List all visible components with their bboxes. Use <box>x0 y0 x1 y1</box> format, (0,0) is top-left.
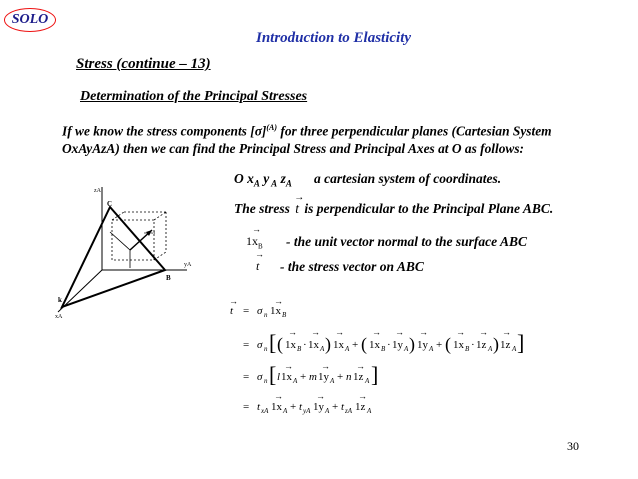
svg-text:=: = <box>243 371 250 383</box>
svg-text:→: → <box>229 296 238 306</box>
svg-text:=: = <box>243 305 250 317</box>
svg-text:+: + <box>290 401 297 413</box>
svg-text:yA: yA <box>303 407 311 415</box>
svg-text:A: A <box>367 407 372 415</box>
label-za: zA <box>94 188 101 194</box>
svg-text:=: = <box>243 339 250 351</box>
svg-text:→: → <box>372 327 381 337</box>
svg-text:A: A <box>512 345 517 353</box>
svg-text:[: [ <box>269 330 277 355</box>
svg-text:→: → <box>316 391 325 401</box>
stress-vector-symbol-2: → t <box>255 249 264 273</box>
svg-text:+: + <box>332 401 339 413</box>
svg-text:→: → <box>311 327 320 337</box>
svg-text:): ) <box>493 334 499 354</box>
unit-normal-symbol: 1 → $x_B$ <box>246 224 263 251</box>
svg-text:t: t <box>299 401 303 413</box>
svg-text:·: · <box>387 339 391 351</box>
svg-text:σ: σ <box>257 339 263 351</box>
svg-text:n: n <box>346 371 352 383</box>
svg-text:·: · <box>303 339 307 351</box>
stress-vector-symbol: → t <box>294 192 305 216</box>
svg-text:→: → <box>479 327 488 337</box>
section-heading: Stress (continue – 13) <box>76 56 211 72</box>
svg-text:t: t <box>341 401 345 413</box>
intro-paragraph <box>62 119 610 158</box>
svg-text:A: A <box>330 377 335 385</box>
svg-text:+: + <box>337 371 344 383</box>
svg-text:t: t <box>230 305 234 317</box>
svg-text:+: + <box>300 371 307 383</box>
stress-statement-post: is perpendicular to the Principal Plane ABC. <box>301 201 554 216</box>
svg-text:A: A <box>320 345 325 353</box>
svg-text:1x: 1x <box>271 401 282 413</box>
svg-text:→: → <box>395 327 404 337</box>
tetrahedron-diagram <box>52 182 222 322</box>
label-ya: yA <box>184 262 192 268</box>
svg-text:1x: 1x <box>453 339 464 351</box>
label-k: k <box>58 296 62 304</box>
svg-text:→: → <box>274 391 283 401</box>
svg-text:1y: 1y <box>392 339 403 351</box>
stress-statement-pre: The stress <box>234 201 294 216</box>
paragraph-sup: (A) <box>266 123 278 132</box>
svg-text:A: A <box>325 407 330 415</box>
equation-block <box>225 290 525 420</box>
svg-text:]: ] <box>517 330 525 355</box>
coordinate-system-desc: a cartesian system of coordinates. <box>314 171 502 186</box>
svg-text:(: ( <box>361 334 367 354</box>
svg-text:→: → <box>419 327 428 337</box>
svg-text:m: m <box>309 371 317 383</box>
svg-text:σn 1xA: σn 1xA <box>144 230 156 235</box>
svg-text:1x: 1x <box>281 371 292 383</box>
svg-text:→: → <box>321 361 330 371</box>
svg-text:1z: 1z <box>500 339 511 351</box>
svg-text:1y: 1y <box>318 371 329 383</box>
svg-text:A: A <box>283 407 288 415</box>
svg-text:B: B <box>297 345 302 353</box>
label-b: B <box>166 274 171 282</box>
stress-statement <box>234 192 554 217</box>
svg-text:B: B <box>282 311 287 319</box>
svg-text:1y: 1y <box>417 339 428 351</box>
svg-text:σ: σ <box>257 371 263 383</box>
svg-text:→: → <box>358 391 367 401</box>
svg-text:(: ( <box>445 334 451 354</box>
svg-text:A: A <box>404 345 409 353</box>
svg-text:A: A <box>345 345 350 353</box>
svg-text:1z: 1z <box>355 401 366 413</box>
svg-text:): ) <box>325 334 331 354</box>
svg-text:): ) <box>409 334 415 354</box>
solo-badge: SOLO <box>4 8 56 32</box>
svg-text:A: A <box>293 377 298 385</box>
subheading: Determination of the Principal Stresses <box>80 89 308 104</box>
svg-text:1x: 1x <box>308 339 319 351</box>
svg-text:1x: 1x <box>369 339 380 351</box>
svg-text:=: = <box>243 401 250 413</box>
svg-text:→: → <box>274 296 283 306</box>
svg-text:1y: 1y <box>313 401 324 413</box>
svg-text:A: A <box>429 345 434 353</box>
paragraph-text-1: If we know the stress components [σ] <box>62 123 267 139</box>
svg-text:+: + <box>436 339 443 351</box>
svg-text:→: → <box>502 327 511 337</box>
svg-text:→: → <box>284 361 293 371</box>
svg-text:→: → <box>456 327 465 337</box>
svg-text:1x: 1x <box>333 339 344 351</box>
svg-text:→: → <box>356 361 365 371</box>
svg-text:l: l <box>277 371 281 383</box>
page-title: Introduction to Elasticity <box>256 30 412 46</box>
svg-text:·: · <box>471 339 475 351</box>
svg-text:1z: 1z <box>476 339 487 351</box>
svg-text:n: n <box>264 345 268 353</box>
svg-text:A: A <box>365 377 370 385</box>
svg-text:B: B <box>465 345 470 353</box>
page-number: 30 <box>567 439 579 453</box>
unit-normal-desc: - the unit vector normal to the surface ABC <box>286 234 528 249</box>
coordinate-system-symbol: O $x_A$ y $_A$ $z_A$ <box>234 171 292 189</box>
svg-text:zA: zA <box>345 407 352 415</box>
svg-text:1x: 1x <box>270 305 281 317</box>
svg-text:σ: σ <box>257 305 263 317</box>
svg-text:→: → <box>335 327 344 337</box>
svg-text:A: A <box>488 345 493 353</box>
svg-text:+: + <box>352 339 359 351</box>
svg-text:(: ( <box>277 334 283 354</box>
label-xa: xA <box>55 314 63 320</box>
svg-text:]: ] <box>371 362 379 387</box>
svg-text:B: B <box>381 345 386 353</box>
stress-vector-desc: - the stress vector on ABC <box>280 259 424 274</box>
label-c: C <box>107 200 113 208</box>
svg-text:1x: 1x <box>285 339 296 351</box>
svg-text:t: t <box>257 401 261 413</box>
svg-text:n: n <box>264 311 268 319</box>
svg-text:n: n <box>264 377 268 385</box>
svg-text:→: → <box>288 327 297 337</box>
principal-plane-abc <box>62 207 165 307</box>
paragraph-text-2: for three perpendicular planes (Cartesian System OxAyAzA) then we can find the Principal Stress and Principal Axes at O as follows: <box>62 123 552 157</box>
svg-text:xA: xA <box>261 407 269 415</box>
svg-text:1z: 1z <box>353 371 364 383</box>
svg-text:[: [ <box>269 362 277 387</box>
